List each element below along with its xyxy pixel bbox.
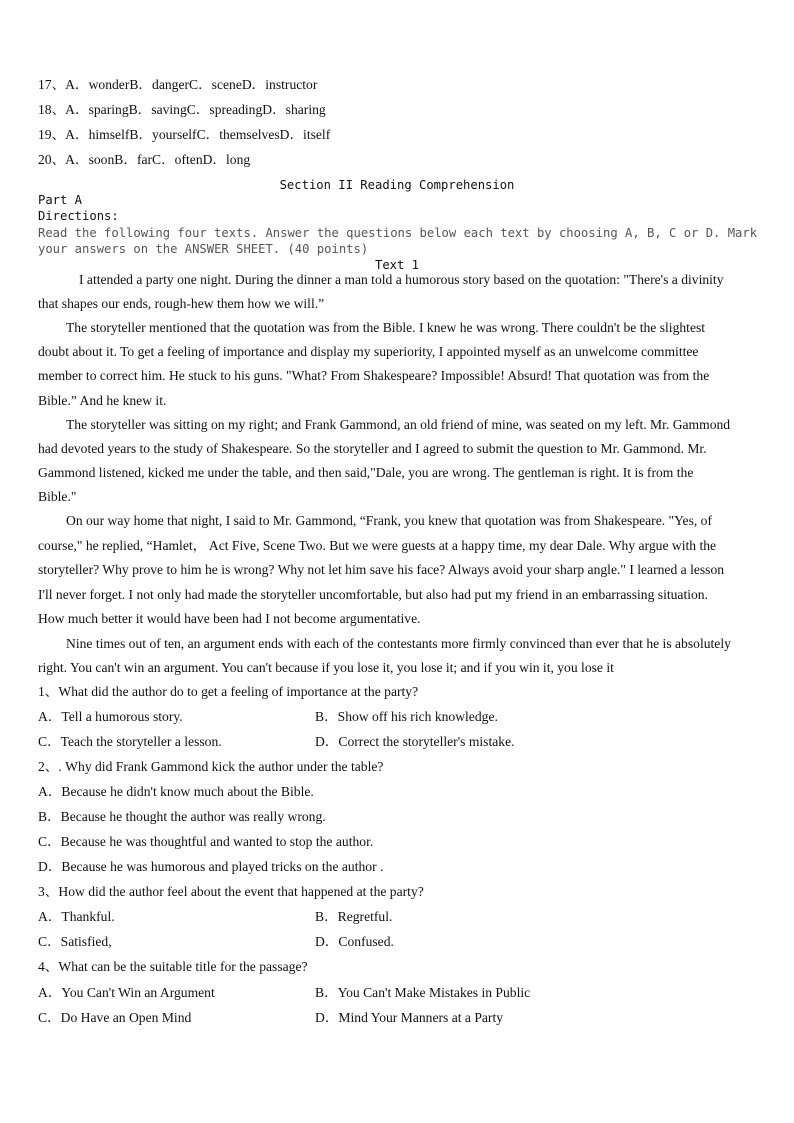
answer-option: B．Show off his rich knowledge. [315,709,498,724]
answer-option: B．Regretful. [315,909,393,924]
directions-text: Read the following four texts. Answer the questions below each text by choosing A, B, C or D. Mark [38,226,758,240]
answer-option: A．You Can't Win an Argument [38,985,215,1000]
passage-line: that shapes our ends, rough-hew them how we will.” [38,296,325,311]
passage-line: member to correct him. He stuck to his guns. "What? From Shakespeare? Impossible! Absurd! That quotation was from the [38,368,710,383]
answer-option: C．Do Have an Open Mind [38,1010,192,1025]
question-stem: 4、What can be the suitable title for the passage? [38,959,308,974]
answer-option: C．Satisfied, [38,934,112,949]
passage-line: Nine times out of ten, an argument ends with each of the contestants more firmly convinced than ever that he is absolutely [66,636,731,651]
answer-option: A．Thankful. [38,909,115,924]
answer-option: D．Mind Your Manners at a Party [315,1010,504,1025]
passage-line: I attended a party one night. During the dinner a man told a humorous story based on the quotation: "There's a divinity [79,272,724,287]
question-stem: 1、What did the author do to get a feeling of importance at the party? [38,684,419,699]
vocab-item: 18、A．sparingB．savingC．spreadingD．sharing [38,102,326,117]
passage-line: The storyteller mentioned that the quotation was from the Bible. I knew he was wrong. There couldn't be the slightest [66,320,706,335]
passage-line: had devoted years to the study of Shakespeare. So the storyteller and I agreed to submit the question to Mr. Gammond. Mr. [38,441,707,456]
passage-line: The storyteller was sitting on my right; and Frank Gammond, an old friend of mine, was seated on my left. Mr. Gammond [66,417,731,432]
directions-text: your answers on the ANSWER SHEET. (40 points) [38,242,369,256]
answer-option: A．Tell a humorous story. [38,709,183,724]
option-row [38,984,531,1002]
answer-option: D．Confused. [315,934,394,949]
answer-option: B．You Can't Make Mistakes in Public [315,985,531,1000]
answer-option: D．Correct the storyteller's mistake. [315,734,515,749]
answer-option: D．Because he was humorous and played tricks on the author . [38,859,384,874]
answer-option: C．Because he was thoughtful and wanted to stop the author. [38,834,374,849]
option-row [38,1009,504,1027]
vocab-item: 20、A．soonB．farC．oftenD．long [38,152,251,167]
option-row [38,783,314,801]
part-label: Part A [38,193,83,207]
vocab-item: 19、A．himselfB．yourselfC．themselvesD．itself [38,127,331,142]
vocab-item: 17、A．wonderB．dangerC．sceneD．instructor [38,77,318,92]
option-row [38,808,326,826]
answer-option: C．Teach the storyteller a lesson. [38,734,222,749]
directions-label: Directions: [38,209,119,223]
option-row [38,933,394,951]
passage-line: On our way home that night, I said to Mr. Gammond, “Frank, you knew that quotation was from Shakespeare. "Yes, of [66,513,712,528]
answer-option: B．Because he thought the author was really wrong. [38,809,326,824]
passage-line: How much better it would have been had I not become argumentative. [38,611,421,626]
passage-line: doubt about it. To get a feeling of importance and display my superiority, I appointed myself as an unwelcome committee [38,344,699,359]
section-title: Section II Reading Comprehension [279,178,515,192]
option-row [38,733,515,751]
option-row [38,858,383,876]
option-row [38,708,498,726]
passage-line: Bible.” And he knew it. [38,393,167,408]
option-row [38,908,393,926]
option-row [38,833,373,851]
passage-line: Gammond listened, kicked me under the table, and then said,"Dale, you are wrong. The gentleman is right. It is from the [38,465,694,480]
text-title: Text 1 [374,258,420,272]
passage-line: Bible." [38,489,77,504]
passage-line: I'll never forget. I not only had made the storyteller uncomfortable, but also had put my friend in an embarrassing situation. [38,587,709,602]
passage-line: right. You can't win an argument. You can't because if you lose it, you lose it; and if you win it, you lose it [38,660,614,675]
passage-line: storyteller? Why prove to him he is wrong? Why not let him save his face? Always avoid your sharp angle." I learned a lesson [38,562,725,577]
question-stem: 3、How did the author feel about the event that happened at the party? [38,884,424,899]
passage-line: course," he replied, “Hamlet， Act Five, Scene Two. But we were guests at a happy time, my dear Dale. Why argue with the [38,538,717,553]
answer-option: A．Because he didn't know much about the Bible. [38,784,314,799]
question-stem: 2、. Why did Frank Gammond kick the author under the table? [38,759,384,774]
